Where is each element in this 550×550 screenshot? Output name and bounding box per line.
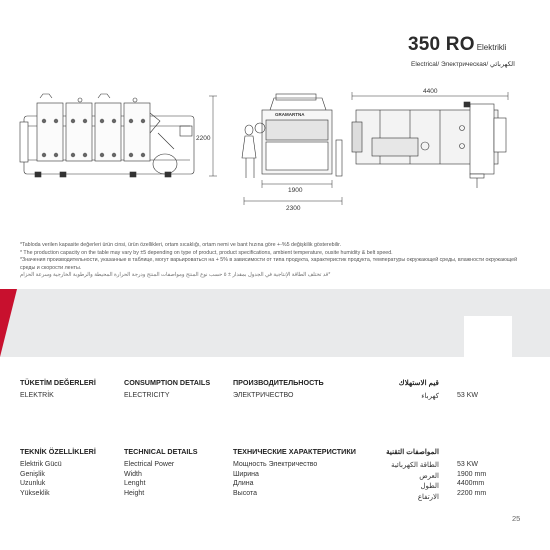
technical-value: 4400mm (457, 480, 485, 488)
model-subtitle: Electrical/ Электрическая/ الكهربائي (411, 61, 515, 68)
consumption-heading-en: CONSUMPTION DETAILS (124, 378, 211, 387)
consumption-heading-tr: TÜKETİM DEĞERLERİ (20, 378, 96, 387)
note-en: * The production capacity on the table may vary by ±5 depending on type of product, product specifications, ambient temperature, ousite humidity & belt speed. (20, 249, 393, 256)
technical-row: الطاقة الكهربائية (391, 462, 439, 469)
consumption-value-tr: ELEKTRİK (20, 392, 54, 399)
technical-row: Ширина (233, 470, 259, 478)
brand-label: GRAMARTNA (275, 112, 305, 117)
height-dimension: 2200 (196, 135, 211, 142)
technical-value: 53 KW (457, 461, 479, 468)
front-view (242, 94, 342, 178)
length-dimension: 4400 (423, 88, 438, 95)
note-ru: *Значения производительности, указанные в таблице, могут варьироваться на + 5% в зависимости от типа продукта, характеристик продукта, температуры окружающей среды, влажности окружающей среды и скорости ленты. (20, 257, 518, 271)
technical-row: الارتفاع (417, 493, 439, 501)
consumption-value-ru: ЭЛЕКТРИЧЕСТВО (233, 392, 294, 399)
technical-value: 2200 mm (457, 489, 487, 497)
technical-heading-ru: ТЕХНИЧЕСКИЕ ХАРАКТЕРИСТИКИ (233, 447, 356, 456)
consumption-ru (233, 378, 324, 399)
consumption-amount-value: 53 KW (457, 392, 479, 399)
model-code: 350 RO (408, 34, 475, 55)
technical-row: Height (124, 489, 145, 497)
technical-row: Мощность Электричество (233, 461, 318, 468)
consumption-ar (355, 378, 439, 400)
consumption-amount (457, 378, 478, 399)
technical-heading-ar: المواصفات التقنية (386, 447, 439, 456)
note-tr: *Tabloda verilen kapasite değerleri ürün cinsi, ürün özellikleri, ortam sıcaklığı, ortam nemi ve bant hızına göre +-%5 değişkilik gösterebilir. (20, 242, 342, 248)
technical-row: الطول (420, 483, 439, 491)
note-ar: *قد تختلف الطاقة الإنتاجية في الجدول بمقدار ± ٥ حسب نوع المنتج ومواصفات المنتج ودرجة الحرارة المحيطة والرطوبة الخارجية وسرعة الحزام (20, 272, 331, 279)
machine-drawing-svg (0, 0, 550, 230)
technical-row: Elektrik Gücü (20, 461, 62, 468)
consumption-tr (20, 378, 96, 399)
white-card (464, 316, 512, 357)
consumption-en (124, 378, 210, 399)
technical-row: Width (124, 470, 142, 478)
capacity-notes (20, 242, 530, 280)
consumption-heading-ru: ПРОИЗВОДИТЕЛЬНОСТЬ (233, 378, 324, 387)
consumption-heading-ar: قيم الاستهلاك (398, 378, 439, 387)
technical-en (124, 447, 198, 497)
technical-heading-en: TECHNICAL DETAILS (124, 447, 198, 456)
technical-values (457, 447, 486, 497)
top-view (352, 102, 506, 188)
side-view (20, 94, 194, 177)
technical-tr (20, 447, 96, 497)
technical-row: Genişlik (20, 470, 45, 478)
technical-row: العرض (419, 472, 439, 480)
model-suffix: Elektrikli (476, 43, 507, 52)
page-number: 25 (512, 514, 521, 523)
technical-ru (233, 447, 356, 497)
technical-row: Высота (233, 489, 258, 497)
consumption-value-en: ELECTRICITY (124, 392, 170, 399)
technical-value: 1900 mm (457, 470, 487, 478)
technical-row: Lenght (124, 480, 146, 488)
width-outer-dimension: 2300 (286, 205, 301, 212)
technical-row: Electrical Power (124, 461, 175, 468)
technical-row: Yükseklik (20, 489, 50, 497)
consumption-value-ar: كهرباء (421, 393, 439, 400)
technical-ar (355, 447, 439, 501)
technical-heading-tr: TEKNİK ÖZELLİKLERİ (20, 447, 96, 456)
technical-row: Длина (233, 480, 254, 488)
technical-drawing (0, 0, 550, 230)
technical-row: Uzunluk (20, 480, 46, 488)
width-inner-dimension: 1900 (288, 187, 303, 194)
